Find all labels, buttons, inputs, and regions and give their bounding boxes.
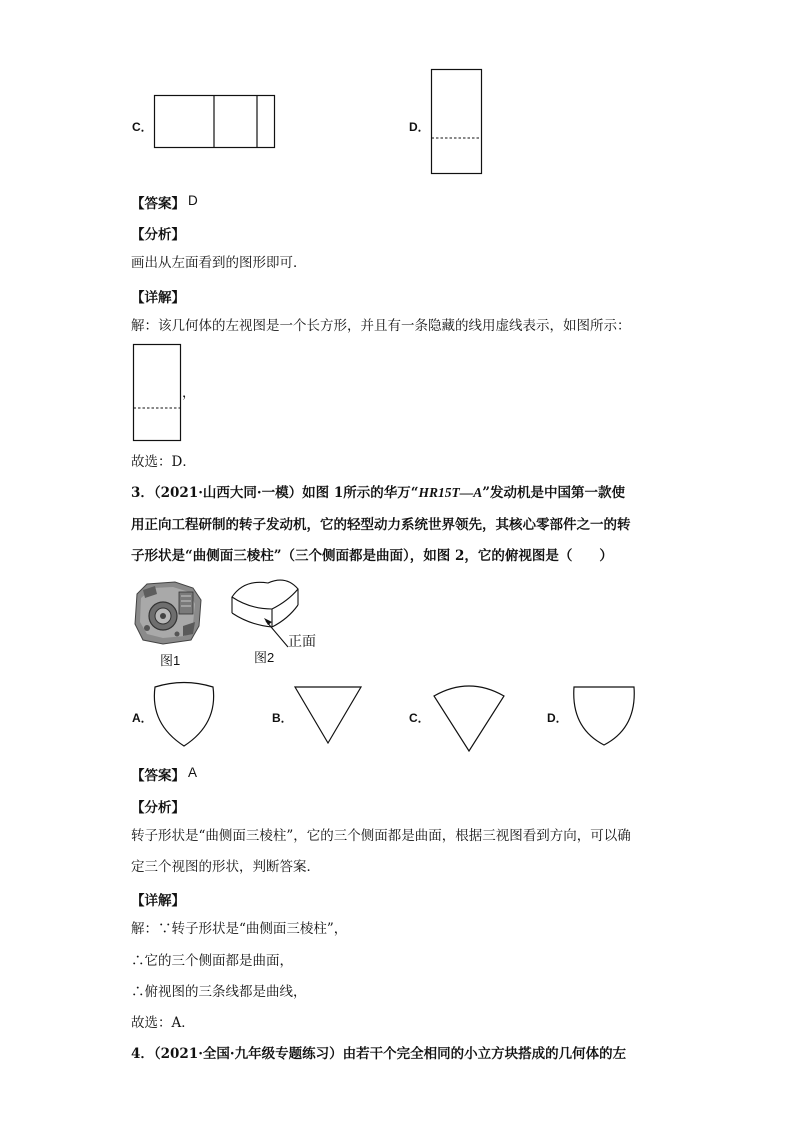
engine-photo (133, 580, 203, 646)
option-c-figure (154, 95, 276, 149)
detail-text: 解：该几何体的左视图是一个长方形，并且有一条隐藏的线用虚线表示，如图所示： (131, 318, 631, 334)
option-c-label-q3: C． (409, 711, 430, 725)
option-a-figure (152, 684, 216, 750)
fig2-label: 图2 (254, 650, 275, 665)
q3-detail-line3: ∴俯视图的三条线都是曲线， (131, 984, 307, 1000)
option-d-label: D． (409, 120, 430, 134)
front-face-label: 正面 (288, 633, 316, 649)
option-d-label-q3: D． (547, 711, 568, 725)
q3-analysis-tag: 【分析】 (131, 800, 185, 815)
figure-comma: ， (182, 385, 196, 401)
question3-line1-suffix: ”发动机是中国第一款使 (482, 485, 626, 501)
question3-line1 (131, 484, 625, 502)
q3-answer-value: A (188, 765, 198, 780)
question4-line1: 4．（2021·全国·九年级专题练习）由若干个完全相同的小立方块搭成的几何体的左 (131, 1046, 627, 1062)
q3-analysis-line1: 转子形状是“曲侧面三棱柱”，它的三个侧面都是曲面，根据三视图看到方向，可以确 (131, 828, 631, 844)
q3-analysis-line2: 定三个视图的形状，判断答案． (131, 859, 320, 875)
q3-detail-tag: 【详解】 (131, 893, 185, 908)
option-a-label: A． (132, 711, 153, 725)
option-b-figure (294, 686, 362, 746)
q3-answer-tag: 【答案】 (131, 768, 185, 783)
option-c-label: C． (132, 120, 153, 134)
detail-tag: 【详解】 (131, 290, 185, 305)
q3-detail-line2: ∴它的三个侧面都是曲面， (131, 953, 293, 969)
option-d-figure (431, 69, 483, 175)
left-view-figure (133, 344, 183, 442)
answer-tag: 【答案】 (131, 196, 185, 211)
option-c-figure-q3 (430, 682, 508, 754)
analysis-tag: 【分析】 (131, 227, 185, 242)
fig1-label: 图1 (160, 653, 181, 668)
conclusion-text: 故选：D． (131, 454, 196, 470)
answer-value: D (188, 193, 198, 208)
q3-conclusion: 故选：A． (131, 1015, 195, 1031)
q3-detail-line1: 解：∵转子形状是“曲侧面三棱柱”， (131, 921, 348, 937)
question3-line1-prefix: 3．（2021·山西大同·一模）如图 1所示的华万“ (131, 485, 419, 501)
option-d-figure-q3 (571, 684, 637, 748)
question3-line2: 用正向工程研制的转子发动机，它的轻型动力系统世界领先，其核心零部件之一的转 (131, 517, 631, 533)
question3-line3: 子形状是“曲侧面三棱柱”（三个侧面都是曲面），如图 2，它的俯视图是（ ） (131, 548, 613, 564)
analysis-text: 画出从左面看到的图形即可． (131, 255, 307, 271)
engine-model: HR15T—A (418, 485, 483, 500)
option-b-label: B． (272, 711, 293, 725)
